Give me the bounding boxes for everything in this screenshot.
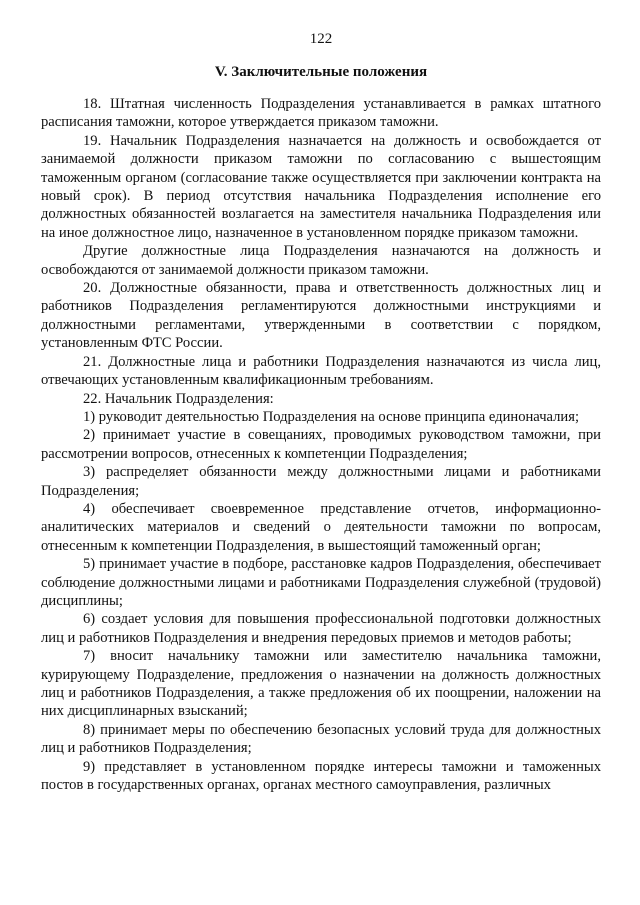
document-page [41, 30, 601, 794]
list-item-2: 2) принимает участие в совещаниях, проводимых руководством таможни, при рассмотрении вопросов, отнесенных к компетенции Подразделения; [41, 427, 601, 462]
paragraph-20: 20. Должностные обязанности, права и ответственность должностных лиц и работников Подразделения регламентируются должностными инструкциями и должностными регламентами, утвержденными в соответствии с порядком, установленным ФТС России. [41, 280, 601, 352]
paragraph-19-other-officials: Другие должностные лица Подразделения назначаются на должность и освобождаются от занимаемой должности приказом таможни. [41, 243, 601, 278]
paragraph-22: 22. Начальник Подразделения: [83, 390, 274, 407]
paragraph-21: 21. Должностные лица и работники Подразделения назначаются из числа лиц, отвечающих установленным квалификационным требованиям. [41, 353, 601, 389]
list-item-1: 1) руководит деятельностью Подразделения на основе принципа единоначалия; [83, 408, 580, 425]
list-item-6: 6) создает условия для повышения профессиональной подготовки должностных лиц и работников Подразделения и внедрения передовых приемов и методов работы; [41, 611, 601, 646]
list-item-9: 9) представляет в установленном порядке интересы таможни и таможенных постов в государственных органах, органах местного самоуправления, различных [41, 758, 601, 794]
paragraph-19: 19. Начальник Подразделения назначается на должность и освобождается от занимаемой должности приказом таможни по согласованию с вышестоящим таможенным органом (согласование также осуществляется при заключении контракта на новый срок). В период отсутствия начальника Подразделения исполнение его должностных обязанностей возлагается на заместителя начальника Подразделения или на иное должностное лицо, назначенное в установленном порядке приказом таможни. [41, 132, 601, 241]
list-item-3: 3) распределяет обязанности между должностными лицами и работниками Подразделения; [41, 464, 601, 499]
list-item-4: 4) обеспечивает своевременное представление отчетов, информационно-аналитических материалов и сведений о деятельности таможни по вопросам, отнесенным к компетенции Подразделения, в вышестоящий таможенный орган; [41, 500, 601, 554]
paragraph-18: 18. Штатная численность Подразделения устанавливается в рамках штатного расписания таможни, которое утверждается приказом таможни. [41, 96, 601, 131]
list-item-5: 5) принимает участие в подборе, расстановке кадров Подразделения, обеспечивает соблюдение должностными лицами и работниками Подразделения служебной (трудовой) дисциплины; [41, 556, 601, 609]
list-item-7: 7) вносит начальнику таможни или заместителю начальника таможни, курирующему Подразделение, предложения о назначении на должность должностных лиц и работников Подразделения, а также предложения об их поощрении, наложении на них дисциплинарных взысканий; [41, 648, 601, 720]
list-item-8: 8) принимает меры по обеспечению безопасных условий труда для должностных лиц и работников Подразделения; [41, 721, 601, 757]
section-title: V. Заключительные положения [214, 64, 428, 80]
page-number: 122 [309, 31, 333, 47]
